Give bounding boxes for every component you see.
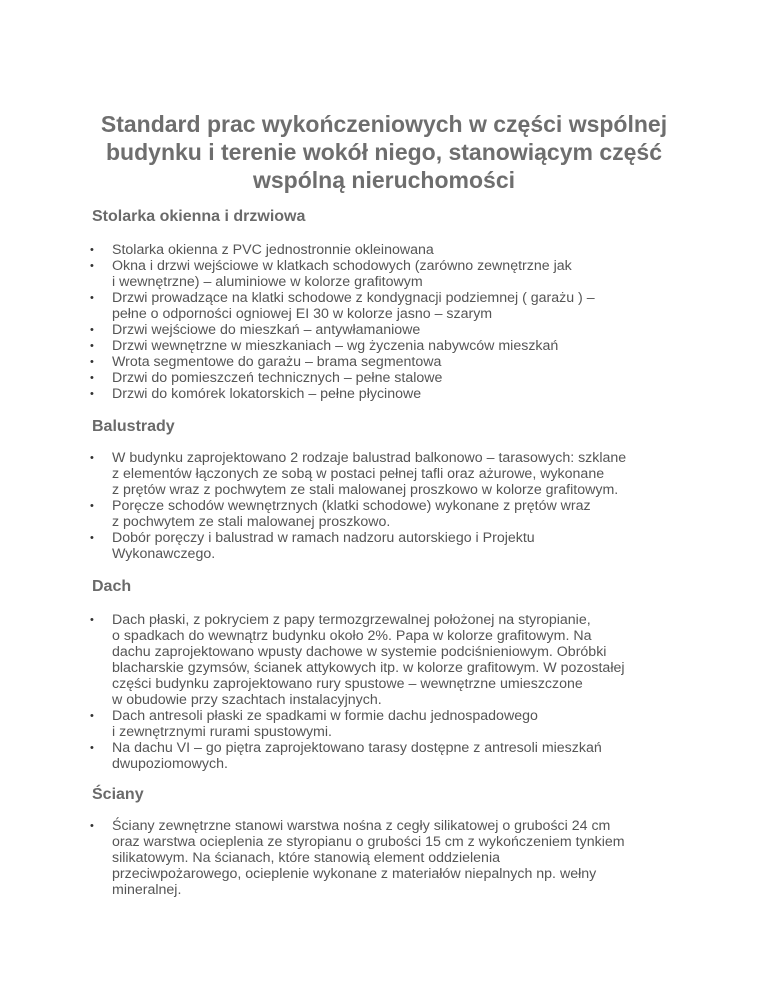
list-item: • Stolarka okienna z PVC jednostronnie okleinowana	[92, 242, 692, 258]
list-item: • Drzwi do pomieszczeń technicznych – pełne stalowe	[92, 370, 692, 386]
list-item: • Okna i drzwi wejściowe w klatkach schodowych (zarówno zewnętrzne jak i wewnętrzne) – aluminiowe w kolorze grafitowym	[92, 258, 692, 290]
title-line: budynku i terenie wokół niego, stanowiącym część	[106, 139, 662, 165]
list-item: • W budynku zaprojektowano 2 rodzaje balustrad balkonowo – tarasowych: szklane z elementów łączonych ze sobą w postaci pełnej tafli oraz ażurowe, wykonane z prętów wraz z pochwytem ze stali malowanej proszkowo w kolorze grafitowym.	[92, 450, 692, 498]
list-item: • Dobór poręczy i balustrad w ramach nadzoru autorskiego i Projektu Wykonawczego.	[92, 530, 692, 562]
list-item: • Dach płaski, z pokryciem z papy termozgrzewalnej położonej na styropianie, o spadkach do wewnątrz budynku około 2%. Papa w kolorze grafitowym. Na dachu zaprojektowano wpusty dachowe w systemie podciśnieniowym. Obróbki blacharskie gzymsów, ścianek attykowych itp. w kolorze grafitowym. W pozostałej części budynku zaprojektowano rury spustowe – wewnętrzne umieszczone w obudowie przy szachtach instalacyjnych.	[92, 612, 692, 708]
list-item: • Na dachu VI – go piętra zaprojektowano tarasy dostępne z antresoli mieszkań dwupoziomowych.	[92, 740, 692, 772]
title-line: wspólną nieruchomości	[253, 167, 515, 193]
page-title	[70, 110, 698, 194]
list-item: • Dach antresoli płaski ze spadkami w formie dachu jednospadowego i zewnętrznymi rurami spustowymi.	[92, 708, 692, 740]
list-dach	[92, 612, 692, 772]
list-item: • Drzwi do komórek lokatorskich – pełne płycinowe	[92, 386, 692, 402]
list-balustrady	[92, 450, 692, 562]
section-heading-balustrady: Balustrady	[92, 418, 175, 435]
list-sciany	[92, 818, 692, 898]
list-item: • Drzwi prowadzące na klatki schodowe z kondygnacji podziemnej ( garażu ) – pełne o odporności ogniowej EI 30 w kolorze jasno – szarym	[92, 290, 692, 322]
list-item: • Drzwi wewnętrzne w mieszkaniach – wg życzenia nabywców mieszkań	[92, 338, 692, 354]
list-stolarka	[92, 242, 692, 402]
list-item: • Wrota segmentowe do garażu – brama segmentowa	[92, 354, 692, 370]
list-item: • Ściany zewnętrzne stanowi warstwa nośna z cegły silikatowej o grubości 24 cm oraz warstwa ocieplenia ze styropianu o grubości 15 cm z wykończeniem tynkiem silikatowym. Na ścianach, które stanowią element oddzielenia przeciwpożarowego, ocieplenie wykonane z materiałów niepalnych np. wełny mineralnej.	[92, 818, 692, 898]
section-heading-sciany: Ściany	[92, 786, 144, 803]
section-heading-dach: Dach	[92, 578, 132, 595]
list-item: • Drzwi wejściowe do mieszkań – antywłamaniowe	[92, 322, 692, 338]
title-line: Standard prac wykończeniowych w części wspólnej	[100, 111, 668, 137]
list-item: • Poręcze schodów wewnętrznych (klatki schodowe) wykonane z prętów wraz z pochwytem ze stali malowanej proszkowo.	[92, 498, 692, 530]
section-heading-stolarka: Stolarka okienna i drzwiowa	[92, 208, 306, 225]
